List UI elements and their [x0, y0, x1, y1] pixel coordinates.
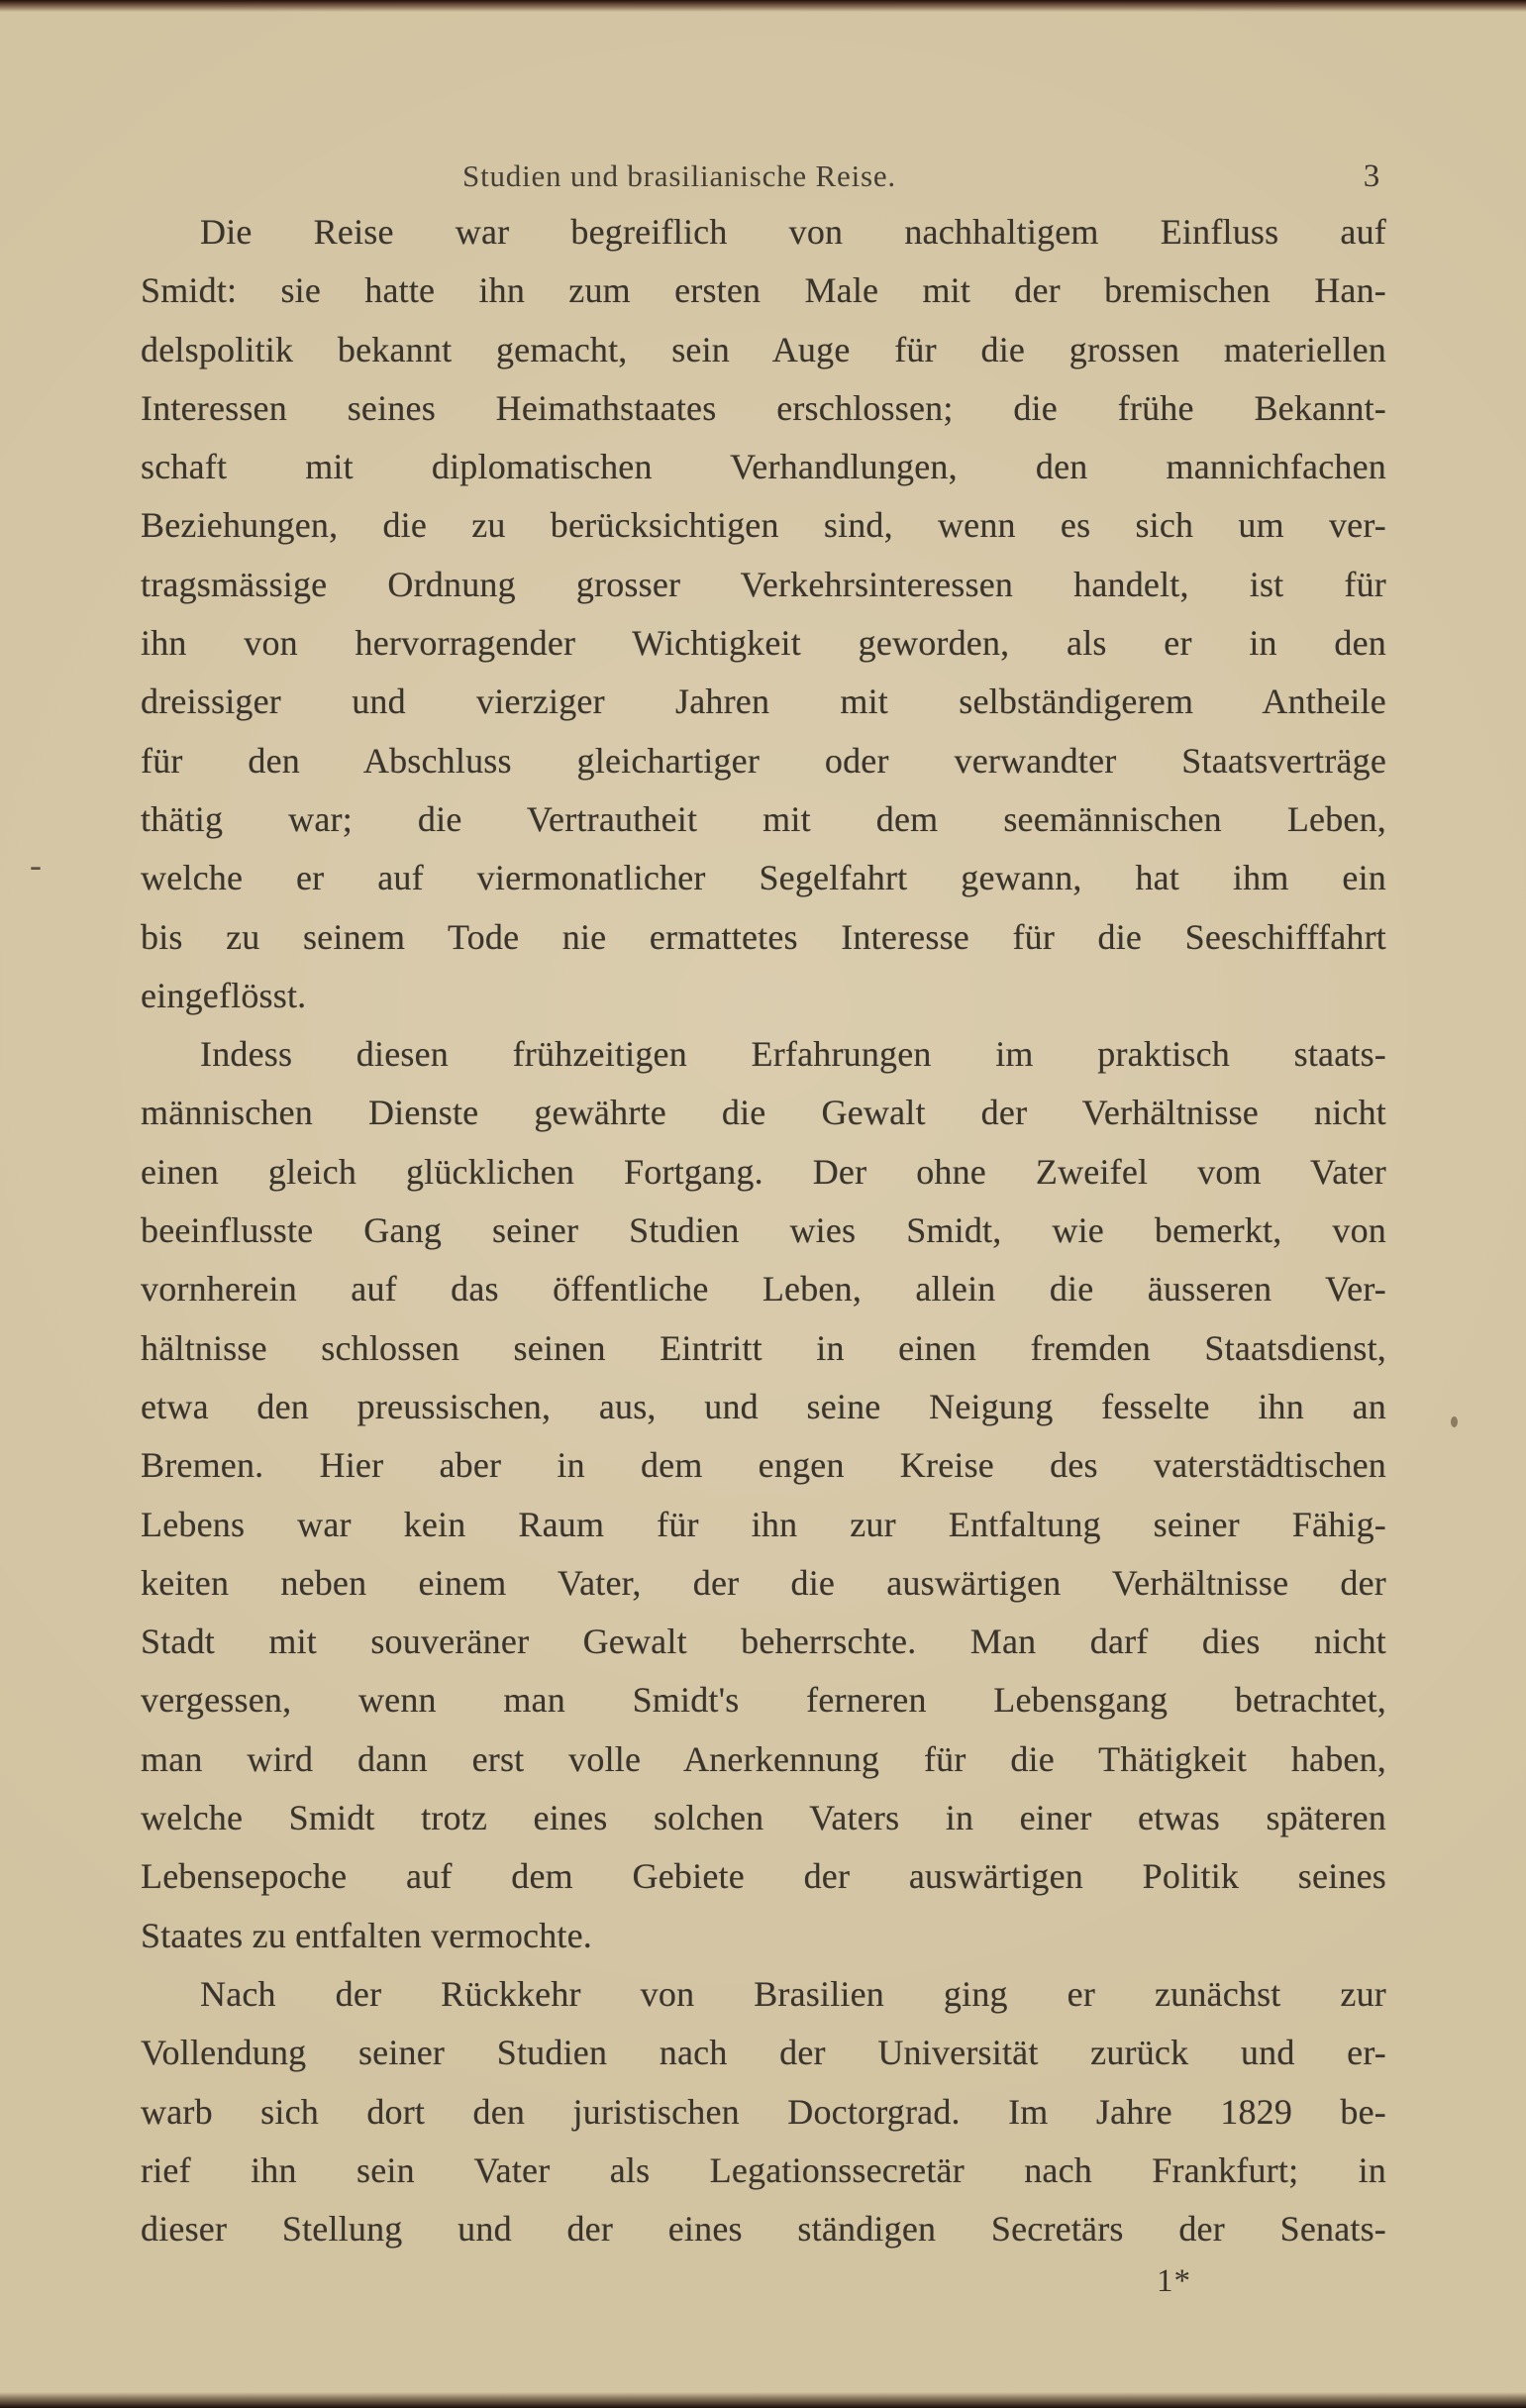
text-line: vornherein auf das öffentliche Leben, allein die äusseren Ver- [141, 1269, 1386, 1309]
text-line: ihn von hervorragender Wichtigkeit geworden, als er in den [141, 623, 1386, 664]
scan-edge-bottom [0, 2392, 1526, 2408]
text-line: keiten neben einem Vater, der die auswärtigen Verhältnisse der [141, 1562, 1386, 1603]
text-line: beeinflusste Gang seiner Studien wies Smidt, wie bemerkt, von [141, 1210, 1386, 1251]
page-number: 3 [1363, 158, 1380, 194]
text-line: hältnisse schlossen seinen Eintritt in einen fremden Staatsdienst, [141, 1327, 1386, 1368]
text-line: delspolitik bekannt gemacht, sein Auge für die grossen materiellen [141, 329, 1386, 369]
text-line: eingeflösst. [141, 975, 307, 1015]
text-line: Bremen. Hier aber in dem engen Kreise des vaterstädtischen [141, 1445, 1386, 1486]
text-line: dreissiger und vierziger Jahren mit selbständigerem Antheile [141, 681, 1386, 722]
text-line: bis zu seinem Tode nie ermattetes Interesse für die Seeschifffahrt [141, 916, 1386, 957]
running-header [141, 158, 1386, 204]
text-line: einen gleich glücklichen Fortgang. Der ohne Zweifel vom Vater [141, 1151, 1386, 1192]
text-line: rief ihn sein Vater als Legationssecretär nach Frankfurt; in [141, 2149, 1386, 2190]
margin-mark: - [30, 845, 42, 885]
paragraph-2 [141, 1025, 1386, 1965]
paragraph-1 [141, 203, 1386, 1025]
chapter-title: Studien und brasilianische Reise. [462, 158, 896, 193]
text-line: tragsmässige Ordnung grosser Verkehrsinteressen handelt, ist für [141, 564, 1386, 604]
scan-speck [1451, 1416, 1458, 1427]
text-line: thätig war; die Vertrautheit mit dem seemännischen Leben, [141, 798, 1386, 839]
text-line: für den Abschluss gleichartiger oder verwandter Staatsverträge [141, 740, 1386, 781]
paragraph-3 [141, 1965, 1386, 2258]
text-line: welche Smidt trotz eines solchen Vaters in einer etwas späteren [141, 1798, 1386, 1838]
text-line: Die Reise war begreiflich von nachhaltigem Einfluss auf [200, 212, 1386, 252]
text-line: Indess diesen frühzeitigen Erfahrungen im praktisch staats- [200, 1034, 1386, 1075]
text-line: Lebensepoche auf dem Gebiete der auswärtigen Politik seines [141, 1856, 1386, 1897]
text-line: Stadt mit souveräner Gewalt beherrschte. Man darf dies nicht [141, 1622, 1386, 1662]
scan-edge-top [0, 0, 1526, 12]
text-line: man wird dann erst volle Anerkennung für die Thätigkeit haben, [141, 1738, 1386, 1779]
text-line: männischen Dienste gewährte die Gewalt der Verhältnisse nicht [141, 1093, 1386, 1133]
text-line: Staates zu entfalten vermochte. [141, 1915, 593, 1955]
text-line: vergessen, wenn man Smidt's ferneren Lebensgang betrachtet, [141, 1680, 1386, 1721]
text-line: Vollendung seiner Studien nach der Universität zurück und er- [141, 2033, 1386, 2073]
text-line: Interessen seines Heimathstaates erschlossen; die frühe Bekannt- [141, 387, 1386, 428]
text-line: Lebens war kein Raum für ihn zur Entfaltung seiner Fähig- [141, 1504, 1386, 1544]
text-line: etwa den preussischen, aus, und seine Neigung fesselte ihn an [141, 1386, 1386, 1426]
body-text [141, 203, 1386, 2258]
text-line: Beziehungen, die zu berücksichtigen sind, wenn es sich um ver- [141, 505, 1386, 546]
signature-mark: 1* [1157, 2263, 1191, 2299]
text-line: Smidt: sie hatte ihn zum ersten Male mit der bremischen Han- [141, 270, 1386, 311]
text-line: welche er auf viermonatlicher Segelfahrt gewann, hat ihm ein [141, 858, 1386, 898]
text-line: warb sich dort den juristischen Doctorgrad. Im Jahre 1829 be- [141, 2091, 1386, 2132]
text-line: schaft mit diplomatischen Verhandlungen, den mannichfachen [141, 447, 1386, 487]
text-line: Nach der Rückkehr von Brasilien ging er zunächst zur [200, 1973, 1386, 2014]
text-line: dieser Stellung und der eines ständigen Secretärs der Senats- [141, 2209, 1386, 2250]
